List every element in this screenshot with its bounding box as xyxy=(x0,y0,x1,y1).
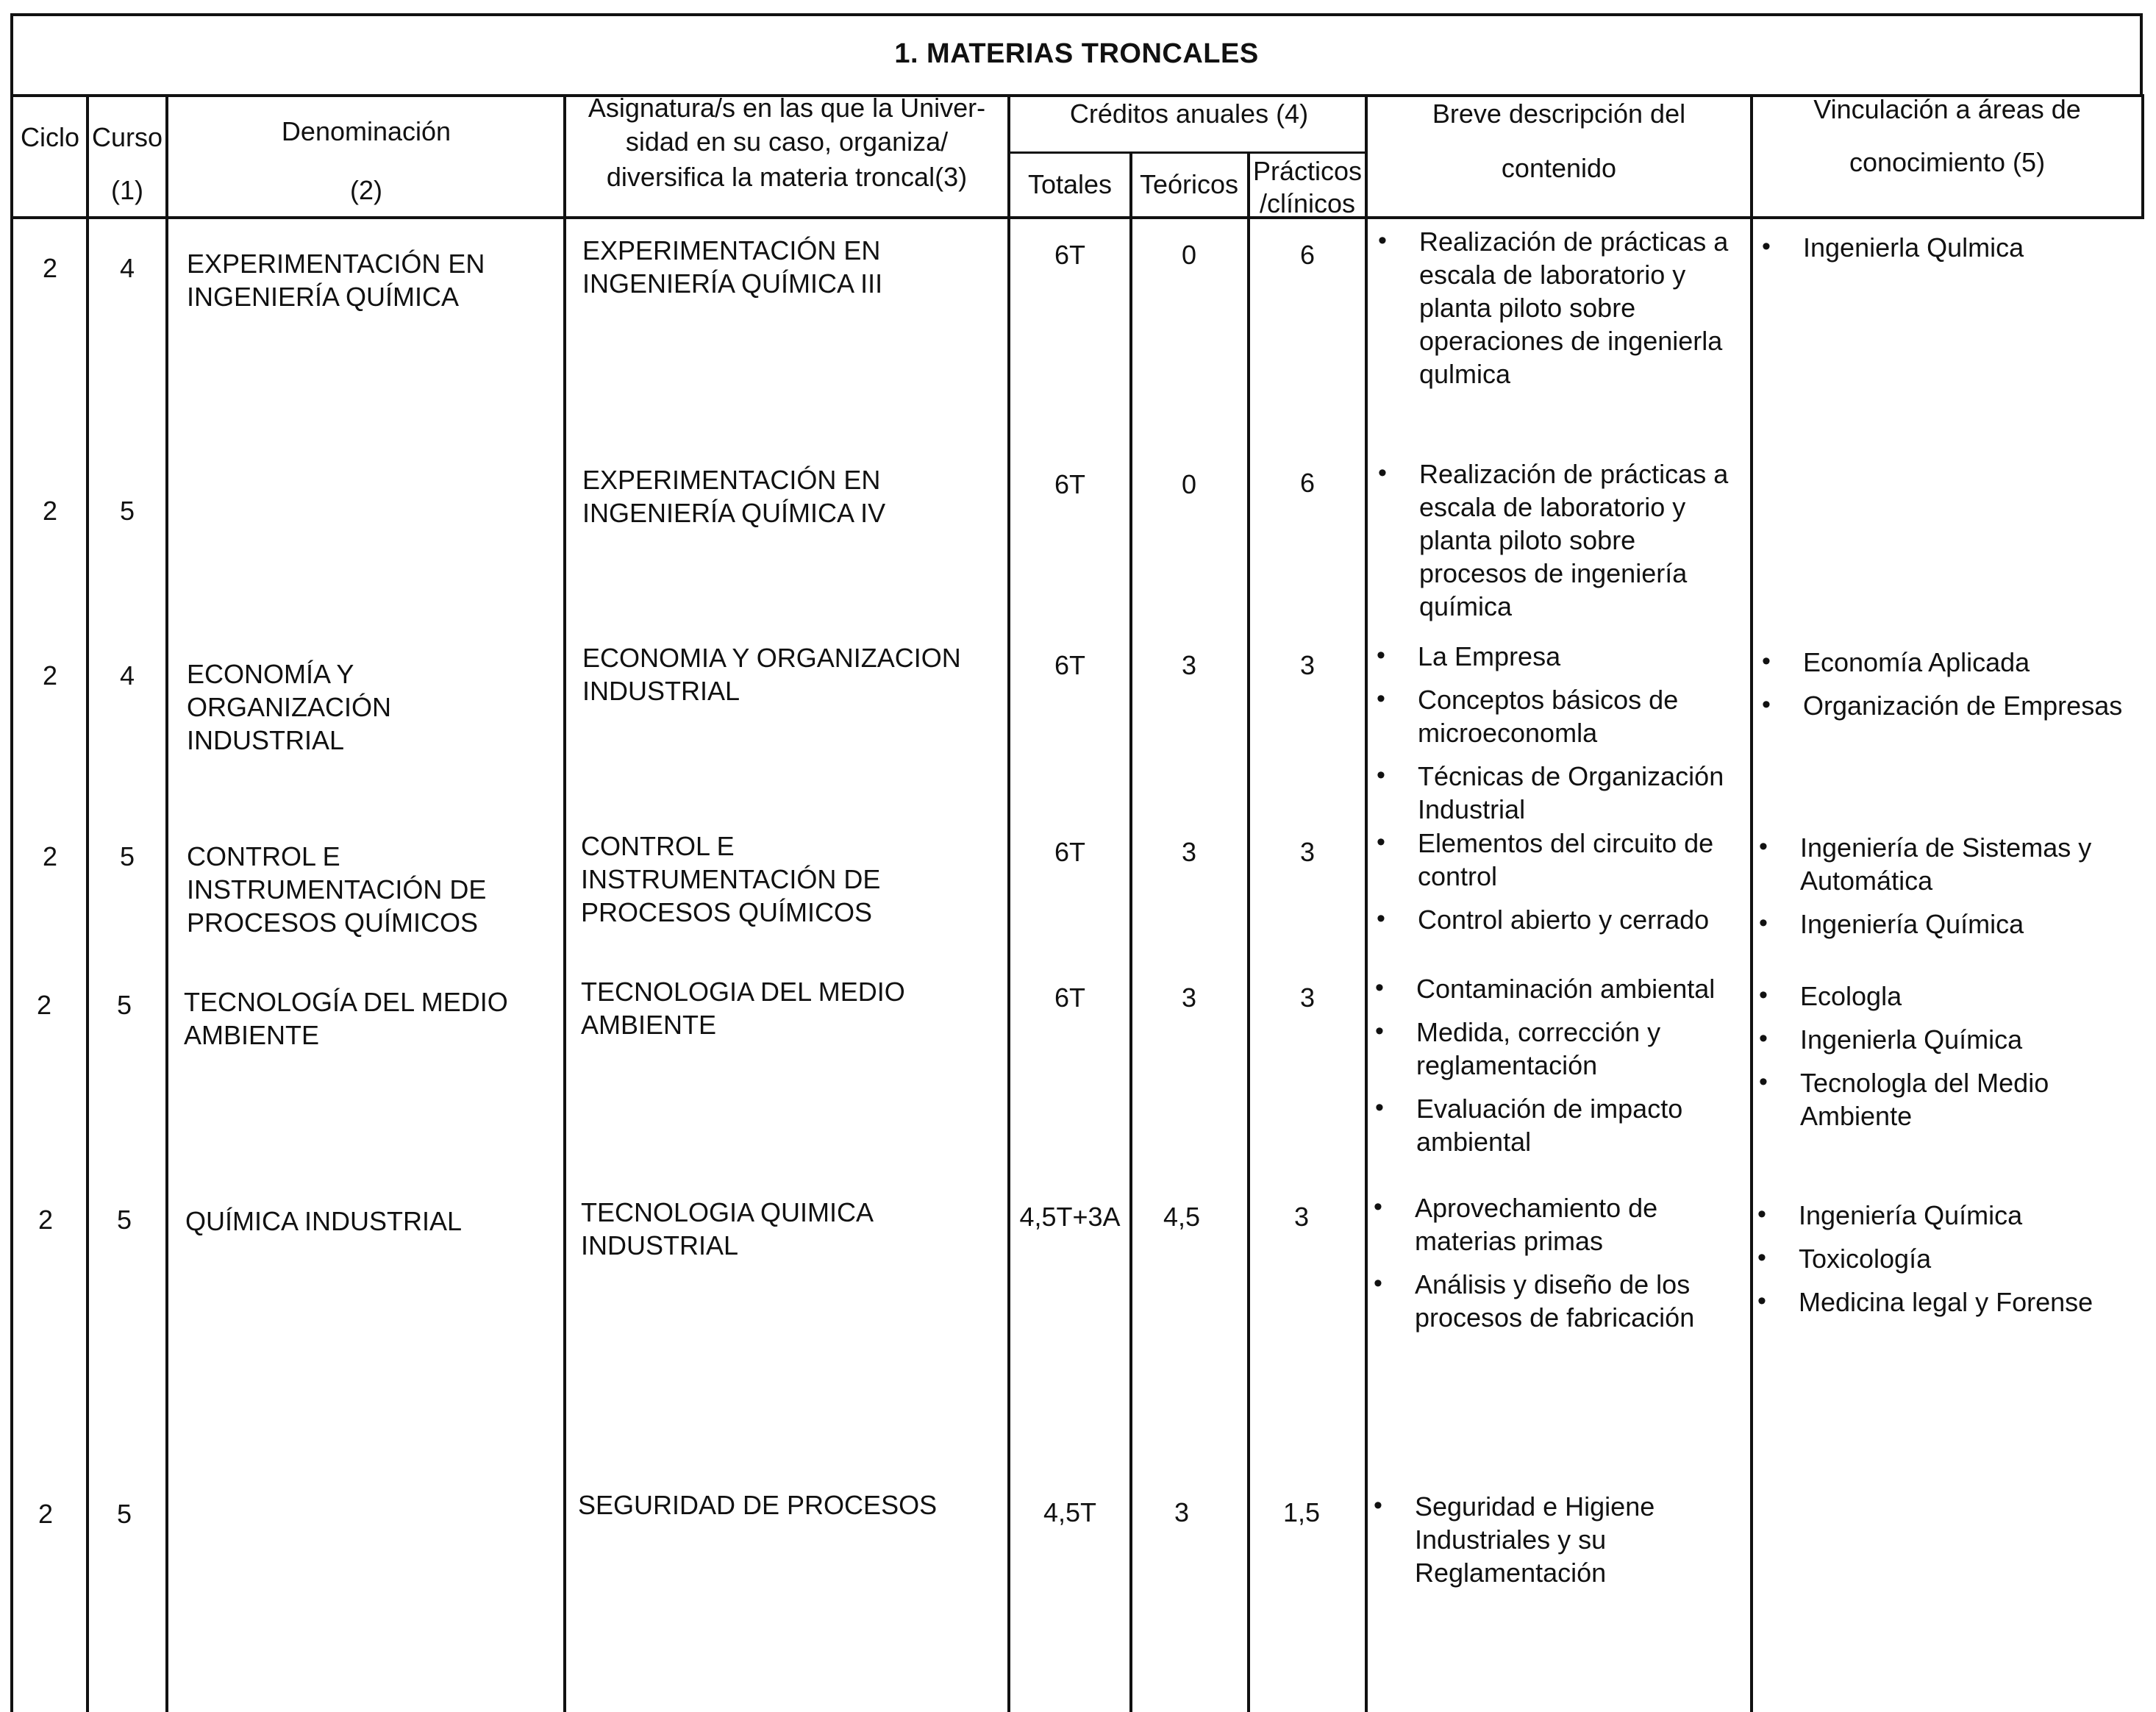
header-asignatura-line3: diversifica la materia troncal(3) xyxy=(606,162,968,192)
cell-areas xyxy=(1755,980,2152,1143)
cell-ciclo: 2 xyxy=(36,990,52,1020)
header-vinculacion-line1: Vinculación a áreas de xyxy=(1813,94,2081,124)
cell-teoricos: 0 xyxy=(1181,240,1197,270)
cell-curso: 5 xyxy=(119,496,135,526)
cell-ciclo: 2 xyxy=(38,1499,54,1529)
cell-descripcion xyxy=(1374,457,1749,633)
cell-practicos: 3 xyxy=(1293,1202,1310,1232)
header-asignatura-line2: sidad en su caso, organiza/ xyxy=(625,126,949,157)
header-totales: Totales xyxy=(1027,169,1113,199)
cell-ciclo: 2 xyxy=(42,841,58,871)
list-item: • Elementos del circuito de control xyxy=(1372,827,1750,893)
header-ciclo: Ciclo xyxy=(20,122,79,152)
cell-descripcion xyxy=(1369,1490,1707,1599)
list-item: • Contaminación ambiental xyxy=(1371,972,1738,1005)
list-item: • Seguridad e Higiene Industriales y su Reglamentación xyxy=(1369,1490,1707,1589)
list-item: • Aprovechamiento de materias primas xyxy=(1369,1191,1740,1258)
cell-teoricos: 0 xyxy=(1181,469,1197,499)
list-item: • Ingenierla Química xyxy=(1755,1023,2152,1056)
header-vinculacion-line2: conocimiento (5) xyxy=(1849,147,2046,177)
cell-denominacion: EXPERIMENTACIÓN EN INGENIERÍA QUÍMICA xyxy=(187,249,485,312)
cell-curso: 5 xyxy=(116,990,132,1020)
header-curso: Curso xyxy=(91,122,163,152)
cell-descripcion xyxy=(1369,1191,1740,1344)
list-item: • Economía Aplicada xyxy=(1757,646,2155,679)
cell-ciclo: 2 xyxy=(38,1205,54,1235)
cell-asignatura: TECNOLOGIA DEL MEDIO AMBIENTE xyxy=(581,977,905,1040)
header-asignatura-line1: Asignatura/s en las que la Univer- xyxy=(588,93,986,123)
list-item: • Conceptos básicos de microeconomla xyxy=(1372,683,1747,749)
list-item: • Organización de Empresas xyxy=(1757,689,2155,722)
cell-practicos: 6 xyxy=(1299,468,1316,498)
list-item: • Control abierto y cerrado xyxy=(1372,903,1750,936)
list-item: • Medicina legal y Forense xyxy=(1753,1285,2150,1319)
cell-totales: 6T xyxy=(1054,982,1085,1013)
cell-teoricos: 4,5 xyxy=(1163,1202,1201,1232)
list-item: • Ecologla xyxy=(1755,980,2152,1013)
cell-descripcion xyxy=(1372,827,1750,946)
cell-denominacion: CONTROL E INSTRUMENTACIÓN DE PROCESOS QUÍMICOS xyxy=(187,841,487,938)
list-item: • Ingenierla Qulmica xyxy=(1757,231,2155,264)
cell-areas xyxy=(1757,646,2155,732)
cell-teoricos: 3 xyxy=(1174,1497,1190,1527)
cell-areas xyxy=(1755,831,2152,951)
col-line-right xyxy=(2141,94,2144,219)
cell-totales: 4,5T xyxy=(1043,1497,1097,1527)
header-practicos-line2: /clínicos xyxy=(1259,188,1356,218)
cell-denominacion: QUÍMICA INDUSTRIAL xyxy=(185,1206,463,1236)
header-bottom-line xyxy=(10,216,2143,219)
cell-asignatura: ECONOMIA Y ORGANIZACION INDUSTRIAL xyxy=(582,643,961,706)
col-line-ciclo xyxy=(86,94,89,1712)
cell-totales: 6T xyxy=(1054,469,1085,499)
cell-totales: 6T xyxy=(1054,650,1085,680)
cell-practicos: 3 xyxy=(1299,650,1316,680)
cell-curso: 5 xyxy=(116,1499,132,1529)
cell-practicos: 6 xyxy=(1299,240,1316,270)
list-item: • Realización de prácticas a escala de laboratorio y planta piloto sobre procesos de ingeniería química xyxy=(1374,457,1749,623)
cell-asignatura: CONTROL E INSTRUMENTACIÓN DE PROCESOS QUÍMICOS xyxy=(581,831,881,927)
list-item: • Técnicas de Organización Industrial xyxy=(1372,760,1747,826)
cell-teoricos: 3 xyxy=(1181,982,1197,1013)
cell-asignatura: EXPERIMENTACIÓN EN INGENIERÍA QUÍMICA III xyxy=(582,235,883,299)
page-title: 1. MATERIAS TRONCALES xyxy=(894,38,1259,69)
cell-teoricos: 3 xyxy=(1181,837,1197,867)
list-item: • Ingeniería Química xyxy=(1753,1199,2150,1232)
cell-totales: 6T xyxy=(1054,837,1085,867)
cell-curso: 5 xyxy=(119,841,135,871)
cell-areas xyxy=(1757,231,2155,274)
list-item: • Realización de prácticas a escala de laboratorio y planta piloto sobre operaciones de ingenierla qulmica xyxy=(1374,225,1749,390)
header-practicos-line1: Prácticos xyxy=(1252,156,1363,186)
header-denominacion: Denominación xyxy=(281,116,451,146)
col-line-curso xyxy=(165,94,168,1712)
list-item: • Ingeniería Química xyxy=(1755,907,2152,941)
header-denominacion-note: (2) xyxy=(350,175,382,205)
list-item: • Medida, corrección y reglamentación xyxy=(1371,1016,1738,1082)
header-descripcion-line2: contenido xyxy=(1501,153,1617,183)
cell-areas xyxy=(1753,1199,2150,1329)
cell-curso: 4 xyxy=(119,660,135,691)
col-line-creditos xyxy=(1365,94,1368,1712)
cell-descripcion xyxy=(1372,640,1747,836)
cell-asignatura: TECNOLOGIA QUIMICA INDUSTRIAL xyxy=(581,1197,873,1260)
cell-practicos: 3 xyxy=(1299,837,1316,867)
col-line-teoricos xyxy=(1247,151,1250,1712)
cell-asignatura: EXPERIMENTACIÓN EN INGENIERÍA QUÍMICA IV xyxy=(582,465,886,528)
cell-totales: 4,5T+3A xyxy=(1019,1202,1121,1232)
list-item: • Toxicología xyxy=(1753,1242,2150,1275)
cell-totales: 6T xyxy=(1054,240,1085,270)
cell-ciclo: 2 xyxy=(42,496,58,526)
header-teoricos: Teóricos xyxy=(1139,169,1239,199)
header-curso-note: (1) xyxy=(111,175,143,205)
cell-teoricos: 3 xyxy=(1181,650,1197,680)
cell-practicos: 3 xyxy=(1299,982,1316,1013)
col-line-totales xyxy=(1129,151,1132,1712)
list-item: • Tecnologla del Medio Ambiente xyxy=(1755,1066,2152,1133)
col-line-left xyxy=(10,94,13,1712)
list-item: • La Empresa xyxy=(1372,640,1747,673)
col-line-asignatura xyxy=(1007,94,1010,1712)
list-item: • Evaluación de impacto ambiental xyxy=(1371,1092,1738,1158)
cell-denominacion: TECNOLOGÍA DEL MEDIO AMBIENTE xyxy=(184,987,508,1050)
header-creditos: Créditos anuales (4) xyxy=(1069,99,1309,129)
cell-asignatura: SEGURIDAD DE PROCESOS xyxy=(578,1490,938,1520)
cell-curso: 4 xyxy=(119,253,135,283)
creditos-sub-line xyxy=(1010,151,1368,154)
list-item: • Ingeniería de Sistemas y Automática xyxy=(1755,831,2152,897)
list-item: • Análisis y diseño de los procesos de fabricación xyxy=(1369,1268,1740,1334)
title-box xyxy=(10,13,2143,94)
col-line-descripcion xyxy=(1750,94,1753,1712)
cell-descripcion xyxy=(1374,225,1749,401)
cell-denominacion: ECONOMÍA Y ORGANIZACIÓN INDUSTRIAL xyxy=(187,659,392,755)
cell-ciclo: 2 xyxy=(42,660,58,691)
cell-ciclo: 2 xyxy=(42,253,58,283)
col-line-denominacion xyxy=(563,94,566,1712)
cell-practicos: 1,5 xyxy=(1282,1497,1321,1527)
cell-descripcion xyxy=(1371,972,1738,1169)
header-descripcion-line1: Breve descripción del xyxy=(1432,99,1686,129)
cell-curso: 5 xyxy=(116,1205,132,1235)
